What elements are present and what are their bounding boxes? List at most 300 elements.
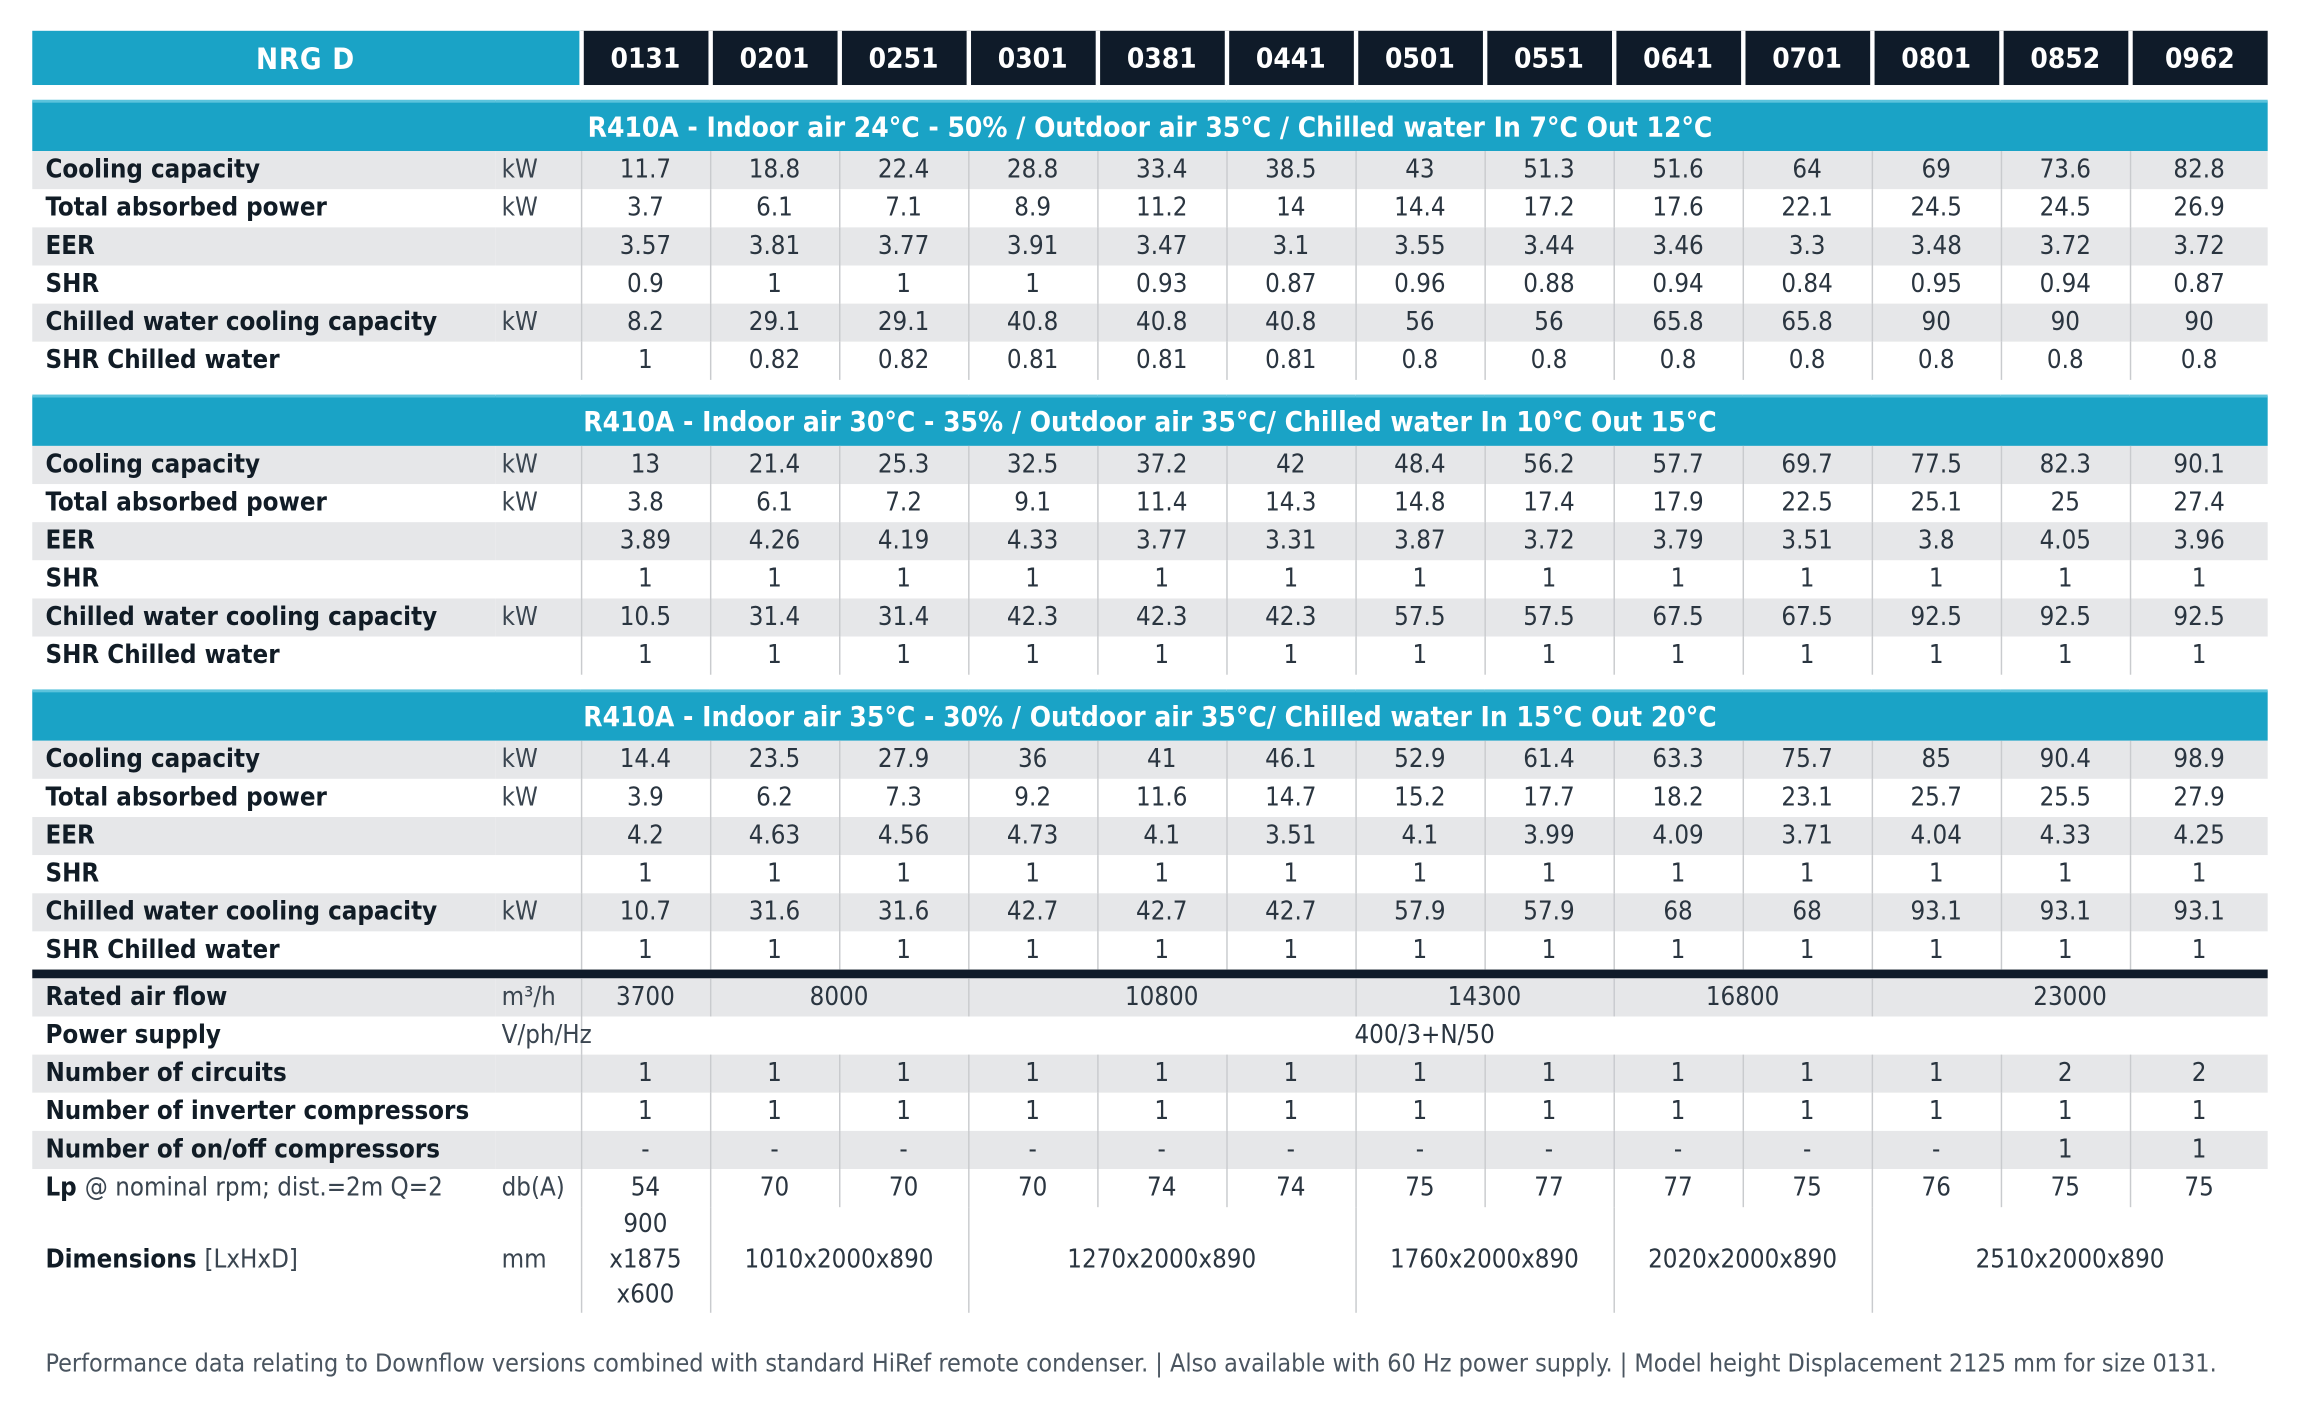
data-row-dimensions xyxy=(32,1207,2267,1313)
value-cell: 0.93 xyxy=(1097,265,1226,303)
value-cell: 1 xyxy=(968,1055,1097,1093)
value-cell: 3.99 xyxy=(1484,817,1613,855)
value-cell: 22.5 xyxy=(1743,484,1872,522)
value-cell: 3.79 xyxy=(1614,522,1743,560)
value-cell: 57.5 xyxy=(1484,598,1613,636)
value-cell: 93.1 xyxy=(1872,893,2001,931)
value-cell: 61.4 xyxy=(1484,741,1613,779)
value-cell: 1 xyxy=(581,560,710,598)
dim-label: Dimensions xyxy=(45,1245,197,1275)
value-cell: 3.1 xyxy=(1226,227,1355,265)
value-cell: 17.4 xyxy=(1484,484,1613,522)
value-cell: 70 xyxy=(710,1169,839,1207)
value-cell: 31.4 xyxy=(710,598,839,636)
value-cell: 3.9 xyxy=(581,779,710,817)
value-cell: 63.3 xyxy=(1614,741,1743,779)
value-cell: 48.4 xyxy=(1355,446,1484,484)
row-label: Chilled water cooling capacity xyxy=(32,304,496,342)
value-cell: 0.87 xyxy=(1226,265,1355,303)
row-label: SHR xyxy=(32,265,496,303)
value-cell: 1 xyxy=(1355,1093,1484,1131)
value-cell: 75 xyxy=(2001,1169,2130,1207)
value-cell: 1 xyxy=(2130,855,2268,893)
value-cell: 85 xyxy=(1872,741,2001,779)
value-cell: 2 xyxy=(2001,1055,2130,1093)
value-cell: 3.8 xyxy=(1872,522,2001,560)
row-label: SHR xyxy=(32,560,496,598)
value-cell: 70 xyxy=(839,1169,968,1207)
value-cell: 14.4 xyxy=(581,741,710,779)
data-row-circuits xyxy=(32,1055,2267,1093)
data-row-performance xyxy=(32,151,2267,189)
value-cell: 65.8 xyxy=(1614,304,1743,342)
value-cell: 14.8 xyxy=(1355,484,1484,522)
row-unit: kW xyxy=(496,484,581,522)
value-cell: 1 xyxy=(2001,637,2130,675)
value-cell: 4.33 xyxy=(2001,817,2130,855)
row-label: Cooling capacity xyxy=(32,741,496,779)
value-cell: 4.09 xyxy=(1614,817,1743,855)
value-cell: 1 xyxy=(1355,637,1484,675)
value-cell: 1 xyxy=(581,637,710,675)
dim-line: x600 xyxy=(616,1280,675,1310)
value-cell: 46.1 xyxy=(1226,741,1355,779)
value-cell: 1 xyxy=(1743,1093,1872,1131)
value-cell: 3.55 xyxy=(1355,227,1484,265)
value-cell: 18.2 xyxy=(1614,779,1743,817)
value-cell: 4.1 xyxy=(1097,817,1226,855)
value-cell: 3.48 xyxy=(1872,227,2001,265)
value-cell: 1 xyxy=(1872,1055,2001,1093)
value-cell: 56 xyxy=(1355,304,1484,342)
value-cell: 1 xyxy=(1743,855,1872,893)
data-row-performance xyxy=(32,598,2267,636)
value-cell: 0.9 xyxy=(581,265,710,303)
value-cell: 69.7 xyxy=(1743,446,1872,484)
value-cell: 14 xyxy=(1226,189,1355,227)
value-cell: 1 xyxy=(710,560,839,598)
model-header: 0701 xyxy=(1743,31,1872,85)
value-cell: 22.1 xyxy=(1743,189,1872,227)
value-cell: 6.1 xyxy=(710,484,839,522)
value-cell: 1 xyxy=(968,855,1097,893)
value-cell: 1 xyxy=(1097,637,1226,675)
section-gap xyxy=(32,380,2267,396)
value-cell: 1 xyxy=(710,265,839,303)
value-cell: 6.2 xyxy=(710,779,839,817)
value-cell: 1 xyxy=(839,1093,968,1131)
series-title: NRG D xyxy=(32,31,581,85)
row-label: Power supply xyxy=(32,1016,496,1054)
value-cell: 1 xyxy=(581,855,710,893)
value-cell: 10.7 xyxy=(581,893,710,931)
value-cell: 1 xyxy=(1355,1055,1484,1093)
value-cell: 17.6 xyxy=(1614,189,1743,227)
data-row-airflow xyxy=(32,978,2267,1016)
value-cell: 90 xyxy=(2001,304,2130,342)
value-cell: 56 xyxy=(1484,304,1613,342)
value-cell: 3.44 xyxy=(1484,227,1613,265)
value-cell: 1270x2000x890 xyxy=(968,1207,1355,1313)
section-title: R410A - Indoor air 35°C - 30% / Outdoor air 35°C/ Chilled water In 15°C Out 20°C xyxy=(32,691,2267,741)
value-cell: 36 xyxy=(968,741,1097,779)
value-cell: 67.5 xyxy=(1743,598,1872,636)
model-header: 0201 xyxy=(710,31,839,85)
section-gap xyxy=(32,85,2267,101)
value-cell: 0.96 xyxy=(1355,265,1484,303)
data-row-performance xyxy=(32,779,2267,817)
row-unit: kW xyxy=(496,893,581,931)
value-cell: - xyxy=(581,1131,710,1169)
value-cell: 9.1 xyxy=(968,484,1097,522)
row-label: Total absorbed power xyxy=(32,484,496,522)
value-cell: 92.5 xyxy=(1872,598,2001,636)
value-cell: 1 xyxy=(710,1055,839,1093)
data-row-performance xyxy=(32,227,2267,265)
model-header: 0801 xyxy=(1872,31,2001,85)
value-cell: 7.1 xyxy=(839,189,968,227)
value-cell: 1 xyxy=(1614,1093,1743,1131)
value-cell: 1 xyxy=(710,855,839,893)
row-label: Number of circuits xyxy=(32,1055,496,1093)
value-cell: 3.77 xyxy=(1097,522,1226,560)
dim-line: x1875 xyxy=(609,1245,682,1275)
value-cell: 1 xyxy=(1097,1093,1226,1131)
value-cell: 0.8 xyxy=(2130,342,2268,380)
value-cell: 38.5 xyxy=(1226,151,1355,189)
value-cell: 4.33 xyxy=(968,522,1097,560)
data-row-performance xyxy=(32,484,2267,522)
value-cell: 1 xyxy=(1226,931,1355,969)
value-cell: 1 xyxy=(1614,1055,1743,1093)
value-cell: 3.51 xyxy=(1226,817,1355,855)
value-cell: 0.82 xyxy=(839,342,968,380)
value-cell: 1760x2000x890 xyxy=(1355,1207,1613,1313)
footnote: Performance data relating to Downflow versions combined with standard HiRef remote condenser. | Also available with 60 Hz power supply. | Model height Displacement 2125 mm for size 0131. xyxy=(45,1349,2217,1379)
value-cell: 90 xyxy=(2130,304,2268,342)
value-cell: 1 xyxy=(968,637,1097,675)
row-label: SHR Chilled water xyxy=(32,931,496,969)
row-label: EER xyxy=(32,817,496,855)
value-cell: 0.82 xyxy=(710,342,839,380)
row-unit: V/ph/Hz xyxy=(496,1016,581,1054)
value-cell: 1 xyxy=(839,265,968,303)
value-cell: 0.87 xyxy=(2130,265,2268,303)
data-row-lp xyxy=(32,1169,2267,1207)
value-cell: 1 xyxy=(2001,855,2130,893)
value-cell: 82.8 xyxy=(2130,151,2268,189)
value-cell: 29.1 xyxy=(839,304,968,342)
value-cell: 75.7 xyxy=(1743,741,1872,779)
value-cell: 65.8 xyxy=(1743,304,1872,342)
value-cell: 11.2 xyxy=(1097,189,1226,227)
value-cell: 57.5 xyxy=(1355,598,1484,636)
data-row-performance xyxy=(32,265,2267,303)
value-cell: 42.3 xyxy=(968,598,1097,636)
value-cell: - xyxy=(1872,1131,2001,1169)
value-cell: 2 xyxy=(2130,1055,2268,1093)
row-unit xyxy=(496,1093,581,1131)
value-cell: 1 xyxy=(2130,560,2268,598)
value-cell: 4.05 xyxy=(2001,522,2130,560)
row-unit: kW xyxy=(496,151,581,189)
value-cell: 4.56 xyxy=(839,817,968,855)
value-cell: 3.72 xyxy=(1484,522,1613,560)
value-cell: - xyxy=(1614,1131,1743,1169)
model-header: 0641 xyxy=(1614,31,1743,85)
spec-table xyxy=(32,31,2267,1313)
section-title: R410A - Indoor air 30°C - 35% / Outdoor air 35°C/ Chilled water In 10°C Out 15°C xyxy=(32,396,2267,446)
value-cell: 7.2 xyxy=(839,484,968,522)
value-cell: - xyxy=(1226,1131,1355,1169)
value-cell: 3.77 xyxy=(839,227,968,265)
value-cell: 74 xyxy=(1226,1169,1355,1207)
value-cell: 4.2 xyxy=(581,817,710,855)
value-cell: 70 xyxy=(968,1169,1097,1207)
value-cell: 2020x2000x890 xyxy=(1614,1207,1872,1313)
value-cell: 28.8 xyxy=(968,151,1097,189)
value-cell: 1 xyxy=(1614,931,1743,969)
value-cell: 1 xyxy=(1743,560,1872,598)
value-cell: 8.2 xyxy=(581,304,710,342)
model-header: 0381 xyxy=(1097,31,1226,85)
value-cell: 0.8 xyxy=(1484,342,1613,380)
value-cell: 0.88 xyxy=(1484,265,1613,303)
value-cell: 1 xyxy=(1355,931,1484,969)
value-cell: 1 xyxy=(2001,1131,2130,1169)
value-cell: 41 xyxy=(1097,741,1226,779)
value-cell: 93.1 xyxy=(2001,893,2130,931)
value-cell: 0.81 xyxy=(1226,342,1355,380)
value-cell: 1 xyxy=(839,637,968,675)
lp-label: Lp xyxy=(45,1173,77,1203)
value-cell: 1 xyxy=(1484,1093,1613,1131)
data-row-performance xyxy=(32,637,2267,675)
row-unit xyxy=(496,1131,581,1169)
data-row-power-supply xyxy=(32,1016,2267,1054)
value-cell: 1 xyxy=(1355,560,1484,598)
row-unit: mm xyxy=(496,1207,581,1313)
value-cell: 75 xyxy=(2130,1169,2268,1207)
value-cell: 4.1 xyxy=(1355,817,1484,855)
value-cell: - xyxy=(968,1131,1097,1169)
value-cell: 21.4 xyxy=(710,446,839,484)
value-cell: 25 xyxy=(2001,484,2130,522)
value-cell: 3.89 xyxy=(581,522,710,560)
value-cell: 32.5 xyxy=(968,446,1097,484)
value-cell: 27.9 xyxy=(839,741,968,779)
value-cell: 42 xyxy=(1226,446,1355,484)
value-cell: 1 xyxy=(1743,931,1872,969)
value-cell: 6.1 xyxy=(710,189,839,227)
value-cell: 90.4 xyxy=(2001,741,2130,779)
value-cell: 23000 xyxy=(1872,978,2268,1016)
value-cell: 14.3 xyxy=(1226,484,1355,522)
data-row-onoff xyxy=(32,1131,2267,1169)
value-cell: 10.5 xyxy=(581,598,710,636)
model-header: 0962 xyxy=(2130,31,2268,85)
value-cell: 0.81 xyxy=(968,342,1097,380)
row-label xyxy=(32,1207,496,1313)
row-label: EER xyxy=(32,522,496,560)
row-label: Total absorbed power xyxy=(32,779,496,817)
section-gap xyxy=(32,675,2267,691)
value-cell: 1 xyxy=(2130,1093,2268,1131)
row-unit: kW xyxy=(496,741,581,779)
value-cell: 25.3 xyxy=(839,446,968,484)
row-unit xyxy=(496,560,581,598)
value-cell: 1 xyxy=(1484,560,1613,598)
value-cell: - xyxy=(1484,1131,1613,1169)
value-cell: 1 xyxy=(2001,560,2130,598)
value-cell: 3.72 xyxy=(2130,227,2268,265)
row-label: Number of on/off compressors xyxy=(32,1131,496,1169)
value-cell: 77 xyxy=(1484,1169,1613,1207)
value-cell: 2510x2000x890 xyxy=(1872,1207,2268,1313)
value-cell: 3.8 xyxy=(581,484,710,522)
value-cell: 3.72 xyxy=(2001,227,2130,265)
row-unit xyxy=(496,227,581,265)
value-cell: 14.7 xyxy=(1226,779,1355,817)
value-cell: 8000 xyxy=(710,978,968,1016)
model-header: 0251 xyxy=(839,31,968,85)
data-row-performance xyxy=(32,855,2267,893)
value-cell: 3.57 xyxy=(581,227,710,265)
row-label xyxy=(32,1169,496,1207)
value-cell: 1 xyxy=(1484,637,1613,675)
value-cell: 42.7 xyxy=(968,893,1097,931)
value-cell: 57.9 xyxy=(1355,893,1484,931)
value-cell: 1 xyxy=(1872,637,2001,675)
value-cell: 67.5 xyxy=(1614,598,1743,636)
value-cell: 1 xyxy=(710,931,839,969)
value-cell: 11.6 xyxy=(1097,779,1226,817)
header-row xyxy=(32,31,2267,85)
value-cell: 0.94 xyxy=(1614,265,1743,303)
value-cell: 1 xyxy=(1484,931,1613,969)
value-cell: 75 xyxy=(1743,1169,1872,1207)
value-cell: 3.31 xyxy=(1226,522,1355,560)
value-cell: 1 xyxy=(710,637,839,675)
value-cell: 4.04 xyxy=(1872,817,2001,855)
value-cell: 14300 xyxy=(1355,978,1613,1016)
value-cell: 1 xyxy=(1743,1055,1872,1093)
value-cell: 4.26 xyxy=(710,522,839,560)
value-cell: 1 xyxy=(1226,855,1355,893)
row-label: Cooling capacity xyxy=(32,446,496,484)
value-cell: 92.5 xyxy=(2001,598,2130,636)
data-row-performance xyxy=(32,342,2267,380)
data-row-performance xyxy=(32,189,2267,227)
value-cell: 1010x2000x890 xyxy=(710,1207,968,1313)
value-cell: 17.9 xyxy=(1614,484,1743,522)
value-cell: 37.2 xyxy=(1097,446,1226,484)
value-cell: 17.2 xyxy=(1484,189,1613,227)
value-cell: 77.5 xyxy=(1872,446,2001,484)
value-cell: 1 xyxy=(2130,637,2268,675)
value-cell: 4.73 xyxy=(968,817,1097,855)
value-cell: 90 xyxy=(1872,304,2001,342)
value-cell: 42.7 xyxy=(1226,893,1355,931)
value-cell: 1 xyxy=(1872,560,2001,598)
value-cell: 77 xyxy=(1614,1169,1743,1207)
value-cell: 1 xyxy=(581,931,710,969)
value-cell: 76 xyxy=(1872,1169,2001,1207)
dim-note: [LxHxD] xyxy=(204,1245,298,1275)
value-cell: 24.5 xyxy=(1872,189,2001,227)
value-cell: - xyxy=(839,1131,968,1169)
value-cell: 4.19 xyxy=(839,522,968,560)
value-cell: 1 xyxy=(1097,931,1226,969)
row-unit xyxy=(496,855,581,893)
value-cell: 22.4 xyxy=(839,151,968,189)
row-label: Cooling capacity xyxy=(32,151,496,189)
data-row-performance xyxy=(32,304,2267,342)
value-cell: 42.3 xyxy=(1097,598,1226,636)
data-row-performance xyxy=(32,560,2267,598)
value-cell: 23.1 xyxy=(1743,779,1872,817)
lp-note: @ nominal rpm; dist.=2m Q=2 xyxy=(84,1173,443,1203)
gap-cell xyxy=(32,85,2267,101)
value-cell: 1 xyxy=(1743,637,1872,675)
value-cell: 26.9 xyxy=(2130,189,2268,227)
value-cell: 1 xyxy=(968,931,1097,969)
value-cell: 11.4 xyxy=(1097,484,1226,522)
row-label: SHR xyxy=(32,855,496,893)
row-label: Rated air flow xyxy=(32,978,496,1016)
value-cell: 1 xyxy=(1226,560,1355,598)
value-cell: 1 xyxy=(1872,855,2001,893)
model-header: 0551 xyxy=(1484,31,1613,85)
data-row-performance xyxy=(32,446,2267,484)
value-cell: 82.3 xyxy=(2001,446,2130,484)
value-cell: 10800 xyxy=(968,978,1355,1016)
row-unit xyxy=(496,265,581,303)
value-cell: 40.8 xyxy=(968,304,1097,342)
value-cell: 74 xyxy=(1097,1169,1226,1207)
value-cell: 3.51 xyxy=(1743,522,1872,560)
model-header: 0441 xyxy=(1226,31,1355,85)
value-cell: 31.6 xyxy=(839,893,968,931)
model-header: 0501 xyxy=(1355,31,1484,85)
value-cell: 68 xyxy=(1614,893,1743,931)
value-cell: 1 xyxy=(581,342,710,380)
value-cell: 1 xyxy=(1614,855,1743,893)
value-cell: 3700 xyxy=(581,978,710,1016)
value-cell: 13 xyxy=(581,446,710,484)
value-cell: 27.4 xyxy=(2130,484,2268,522)
value-cell: 3.47 xyxy=(1097,227,1226,265)
model-header: 0301 xyxy=(968,31,1097,85)
value-cell: 42.7 xyxy=(1097,893,1226,931)
value-cell: 33.4 xyxy=(1097,151,1226,189)
row-unit: kW xyxy=(496,446,581,484)
value-cell: 1 xyxy=(2001,931,2130,969)
value-cell: 1 xyxy=(1872,1093,2001,1131)
value-cell: 57.9 xyxy=(1484,893,1613,931)
row-label: Total absorbed power xyxy=(32,189,496,227)
model-header: 0852 xyxy=(2001,31,2130,85)
value-cell: 3.87 xyxy=(1355,522,1484,560)
value-cell: 9.2 xyxy=(968,779,1097,817)
value-cell: 31.6 xyxy=(710,893,839,931)
row-unit xyxy=(496,637,581,675)
value-cell: 31.4 xyxy=(839,598,968,636)
value-cell: 3.3 xyxy=(1743,227,1872,265)
row-label: SHR Chilled water xyxy=(32,342,496,380)
dim-line: 900 xyxy=(623,1210,668,1240)
section-header xyxy=(32,691,2267,741)
